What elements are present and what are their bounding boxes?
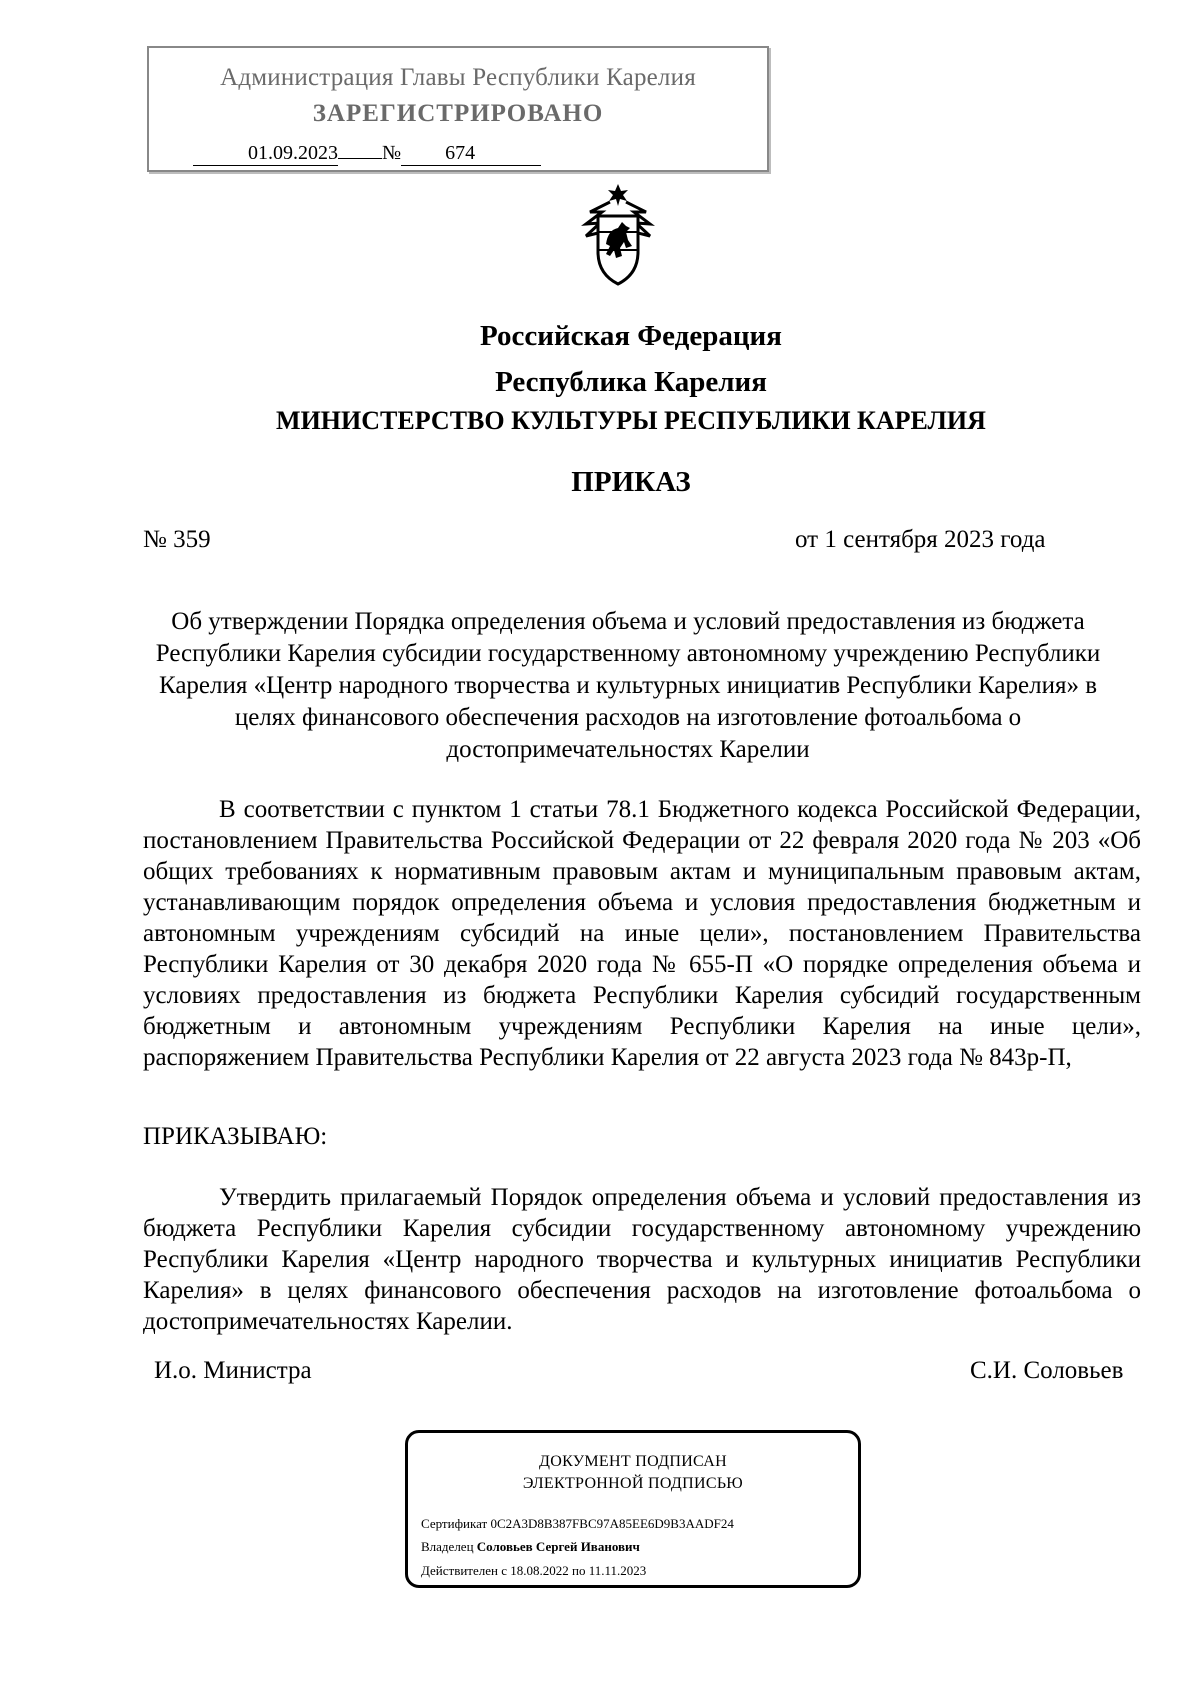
registration-date: 01.09.2023 [193, 142, 338, 166]
registration-stamp [147, 46, 769, 172]
esig-certificate: Сертификат 0C2A3D8B387FBC97A85EE6D9B3AADF24 [421, 1516, 734, 1531]
esig-validity: Действителен с 18.08.2022 по 11.11.2023 [421, 1563, 647, 1578]
order-directive-word: ПРИКАЗЫВАЮ: [143, 1123, 328, 1150]
registration-stamp-details [193, 142, 541, 166]
order-date: от 1 сентября 2023 года [795, 526, 1046, 553]
header-ministry: МИНИСТЕРСТВО КУЛЬТУРЫ РЕСПУБЛИКИ КАРЕЛИЯ [276, 406, 986, 435]
document-type: ПРИКАЗ [571, 466, 691, 498]
approve-paragraph: Утвердить прилагаемый Порядок определения объема и условий предоставления из бюджета Республики Карелия субсидии государственному автономному учреждению Республики Карелия «Центр народного творчества и культурных инициатив Республики Карелия» в целях финансового обеспечения расходов на изготовление фотоальбома о достопримечательностях Карелии. [143, 1184, 1141, 1335]
order-number: № 359 [143, 526, 211, 553]
basis-paragraph: В соответствии с пунктом 1 статьи 78.1 Бюджетного кодекса Российской Федерации, постановлением Правительства Российской Федерации от 22 февраля 2020 года № 203 «Об общих требованиях к нормативным правовым актам и муниципальным правовым актам, устанавливающим порядок определения объема и условия предоставления бюджетным и автономным учреждениям субсидий на иные цели», постановлением Правительства Республики Карелия от 30 декабря 2020 года № 655-П «О порядке определения объема и условиях предоставления из бюджета Республики Карелия субсидий государственным бюджетным и автономным учреждениям Республики Карелия на иные цели», распоряжением Правительства Республики Карелия от 22 августа 2023 года № 843р-П, [143, 796, 1141, 1071]
esig-title-line2: ЭЛЕКТРОННОЙ ПОДПИСЬЮ [522, 1475, 744, 1492]
registration-stamp-authority: Администрация Главы Республики Карелия [220, 64, 696, 91]
registration-number: 674 [401, 142, 541, 166]
esig-owner: Владелец Соловьев Сергей Иванович [421, 1539, 640, 1554]
karelia-coat-of-arms-icon [580, 182, 656, 288]
signatory-title: И.о. Министра [154, 1357, 312, 1384]
electronic-signature-stamp [405, 1430, 861, 1588]
signatory-name: С.И. Соловьев [970, 1357, 1124, 1384]
registration-number-label: № [382, 142, 402, 164]
header-region: Республика Карелия [495, 366, 767, 398]
registration-stamp-status: ЗАРЕГИСТРИРОВАНО [312, 100, 604, 127]
header-country: Российская Федерация [480, 320, 782, 352]
order-subject: Об утверждении Порядка определения объема и условий предоставления из бюджета Республики Карелия субсидии государственному автономному учреждению Республики Карелия «Центр народного творчества и культурных инициатив Республики Карелия» в целях финансового обеспечения расходов на изготовление фотоальбома о достопримечательностях Карелии [155, 608, 1101, 763]
esig-title-line1: ДОКУМЕНТ ПОДПИСАН [539, 1453, 727, 1470]
